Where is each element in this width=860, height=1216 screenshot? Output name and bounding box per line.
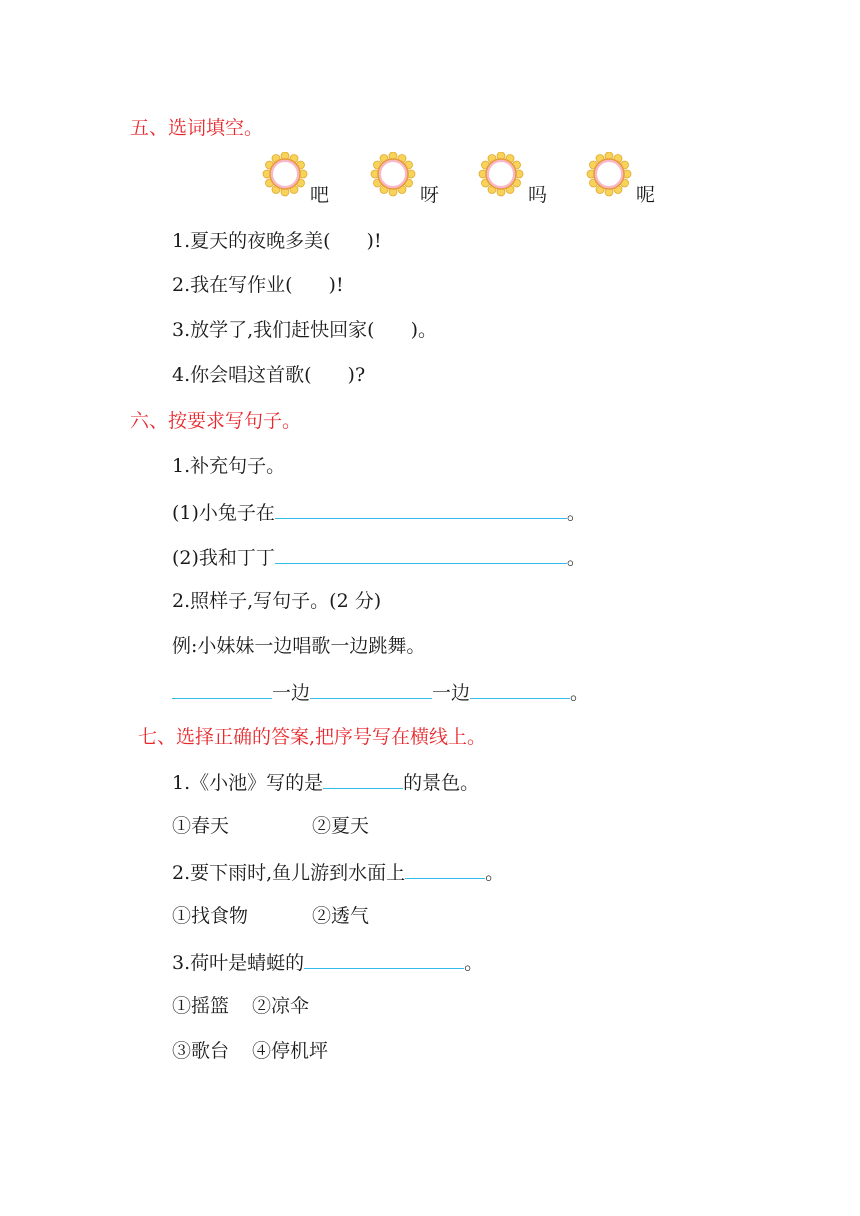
subheading-6-1: 1.补充句子。 [172,455,286,477]
answer-blank[interactable] [310,678,432,699]
example-sentence: 例:小妹妹一边唱歌一边跳舞。 [172,635,426,657]
question-text: )? [347,364,366,386]
question-text: 的景色。 [403,772,480,794]
question-text: 。 [464,952,484,974]
pattern-sentence [172,678,589,706]
question-text: 1.夏天的夜晚多美( [172,230,331,252]
subheading-6-2: 2.照样子,写句子。(2 分) [172,590,382,612]
sentence-6-1 [172,498,586,526]
word-option-label: 呀 [420,184,440,206]
option: ②凉伞 [252,995,310,1017]
word-option-label: 吗 [528,184,548,206]
option: ①找食物 [172,905,249,927]
question-text: 3.荷叶是蜻蜓的 [172,952,305,974]
word-option-label: 呢 [636,184,656,206]
option: ②透气 [312,905,370,927]
answer-blank[interactable] [172,678,272,699]
question-5-1 [172,228,382,254]
question-text: 4.你会唱这首歌( [172,364,312,386]
option: ③歌台 [172,1040,230,1062]
section-7-heading: 七、选择正确的答案,把序号写在横线上。 [138,726,487,748]
question-text: )! [366,230,382,252]
flower-icon [478,152,524,198]
pattern-word: 一边 [272,682,311,704]
sentence-prefix: (2)我和丁丁 [172,547,275,569]
flower-icon [262,152,308,198]
question-5-3 [172,317,437,343]
sentence-suffix: 。 [566,547,586,569]
sentence-suffix: 。 [566,502,586,524]
question-text: 2.我在写作业( [172,274,293,296]
answer-blank[interactable] [275,498,567,519]
answer-blank[interactable] [470,678,570,699]
section-6-heading: 六、按要求写句子。 [130,410,302,432]
question-7-3 [172,948,483,976]
answer-blank[interactable] [275,543,567,564]
question-7-1 [172,768,479,796]
question-text: 3.放学了,我们赶快回家( [172,319,375,341]
question-text: 2.要下雨时,鱼儿游到水面上 [172,862,406,884]
flower-icon [370,152,416,198]
sentence-prefix: (1)小兔子在 [172,502,275,524]
answer-blank[interactable] [304,948,464,969]
pattern-word: 一边 [432,682,471,704]
answer-blank[interactable] [323,768,403,789]
option: ①春天 [172,815,230,837]
question-7-2 [172,858,504,886]
flower-icon [586,152,632,198]
option: ①摇篮 [172,995,230,1017]
pattern-end: 。 [570,682,590,704]
question-5-2 [172,272,344,298]
sentence-6-2 [172,543,586,571]
question-text: 。 [485,862,505,884]
answer-blank[interactable] [405,858,485,879]
question-text: )。 [410,319,438,341]
option: ②夏天 [312,815,370,837]
question-text: 1.《小池》写的是 [172,772,324,794]
section-5-heading: 五、选词填空。 [130,117,264,139]
question-text: )! [328,274,344,296]
word-option-label: 吧 [310,184,330,206]
question-5-4 [172,362,365,388]
option: ④停机坪 [252,1040,329,1062]
